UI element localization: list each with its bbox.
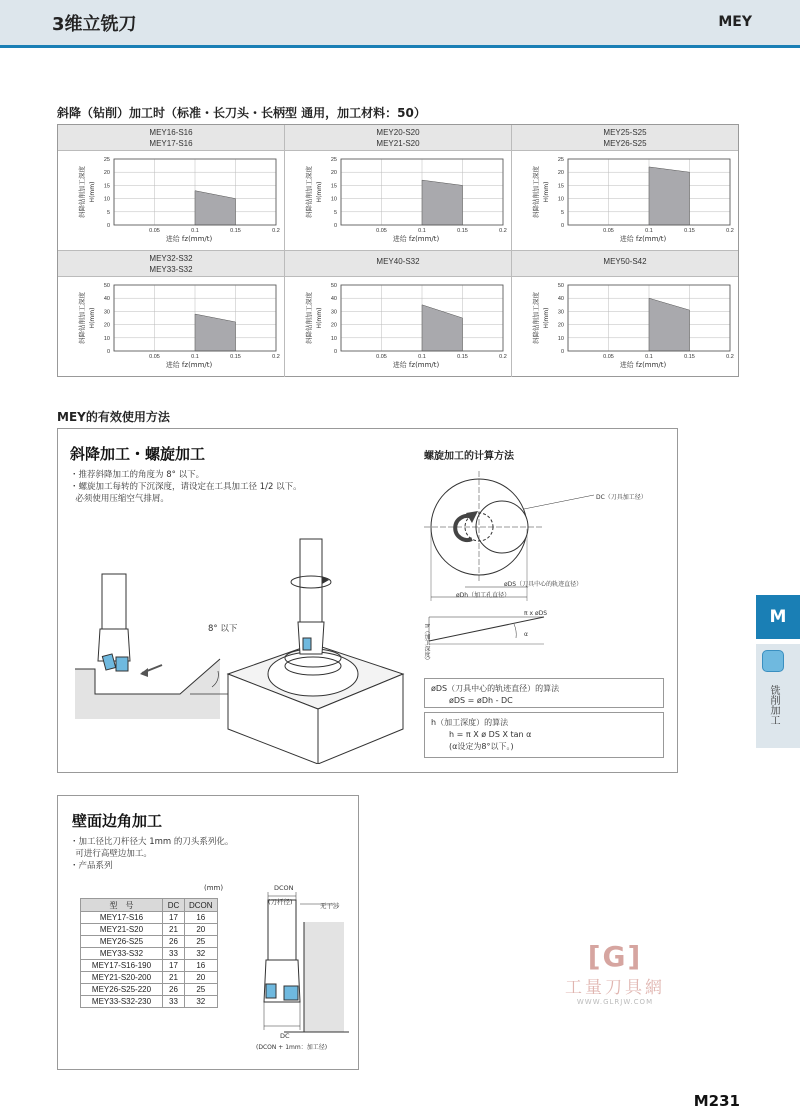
calc-dh-label: øDh（加工孔直径） [456,592,511,599]
y-tick-label: 0 [560,223,564,229]
watermark [540,940,690,1006]
y-axis-label: 斜降钻削加工深度 [78,166,86,218]
formula-h-eq: h = π X ø DS X tan α [449,730,532,739]
wall-corner-title: 壁面边角加工 [72,812,163,830]
page-header [0,0,800,48]
y-axis-unit: H(mm) [89,181,96,203]
table-row [81,912,218,924]
y-tick-label: 10 [557,196,564,203]
cell-dc: 17 [163,960,185,972]
chart-plot [58,151,285,251]
table-row [81,984,218,996]
table-row [81,972,218,984]
chart-plot [285,151,512,251]
y-tick-label: 0 [333,349,337,355]
depth-area [422,180,463,225]
wall-illustration [254,892,354,1042]
cell-dcon: 25 [185,936,218,948]
y-axis-label: 斜降钻削加工深度 [532,292,540,344]
ramp-helical-title: 斜降加工・螺旋加工 [70,445,206,463]
table-row [81,924,218,936]
ramp-bullet: ・推荐斜降加工的角度为 8° 以下。 [70,470,205,480]
calc-alpha-label: α [524,631,528,638]
formula-dds-title: øDS（刀具中心的轨迹直径）的算法 [431,684,560,693]
ramp-bullet: ・螺旋加工每转的下沉深度，请设定在工具加工径 1/2 以下。 [70,482,302,492]
y-axis-label: 斜降钻削加工深度 [78,292,86,344]
x-tick-label: 0.15 [230,354,241,360]
x-tick-label: 0.15 [230,228,241,234]
ramping-chart [512,125,738,251]
y-axis-unit: H(mm) [316,307,323,329]
ramping-chart [58,125,285,251]
depth-area [649,167,690,225]
y-tick-label: 10 [103,335,110,342]
page-title: 3维立铣刀 [52,14,137,35]
x-tick-label: 0.1 [191,228,199,234]
chart-title: MEY32-S32 MEY33-S32 [58,251,284,277]
ramp-bullets [70,469,400,505]
section-tab-m[interactable]: M [756,595,800,639]
x-tick-label: 0.2 [499,354,507,360]
wall-bullet: ・产品系列 [70,861,113,871]
chart-title: MEY50-S42 [512,251,738,277]
y-tick-label: 20 [103,170,110,177]
cell-dc: 26 [163,984,185,996]
chart-title: MEY40-S32 [285,251,511,277]
y-tick-label: 50 [557,283,564,289]
ramping-chart [58,251,285,377]
cell-model: MEY17-S16-190 [81,960,163,972]
ramping-chart [512,251,738,377]
y-tick-label: 20 [330,170,337,177]
cell-dcon: 25 [185,984,218,996]
x-tick-label: 0.2 [272,354,280,360]
calc-dds-label: øDS（刀具中心的轨迹直径） [504,581,583,588]
x-axis-label: 进给 fz(mm/t) [619,235,667,243]
chart-plot [512,277,739,377]
cell-dc: 26 [163,936,185,948]
product-table [80,898,218,1008]
cell-dcon: 32 [185,948,218,960]
y-tick-label: 40 [103,296,110,303]
ramping-section-title: 斜降（钻削）加工时（标准・长刀头・长柄型 通用，加工材料：50） [57,106,426,120]
y-tick-label: 0 [560,349,564,355]
y-axis-label: 斜降钻削加工深度 [532,166,540,218]
y-tick-label: 10 [103,196,110,203]
col-model: 型 号 [81,899,163,912]
x-tick-label: 0.15 [457,228,468,234]
chart-plot [285,277,512,377]
wall-dc-note: (DCON + 1mm：加工径) [256,1044,328,1051]
page-number: M231 [693,1092,740,1110]
cell-model: MEY21-S20-200 [81,972,163,984]
y-tick-label: 30 [557,309,564,316]
cell-dcon: 16 [185,912,218,924]
formula-dds-eq: øDS = øDh - DC [449,696,513,705]
formula-h-note: (α设定为8°以下。) [449,742,514,751]
x-tick-label: 0.1 [645,228,653,234]
calc-h-label: h（加工深度） [423,624,430,664]
formula-dds-box [424,678,664,708]
x-tick-label: 0.1 [645,354,653,360]
cell-dc: 17 [163,912,185,924]
watermark-name: 工量刀具網 [565,978,665,998]
x-tick-label: 0.05 [149,228,160,234]
col-dc: DC [163,899,185,912]
x-tick-label: 0.2 [499,228,507,234]
wall-bullet: ・加工径比刀杆径大 1mm 的刀头系列化。 [70,837,234,847]
y-axis-label: 斜降钻削加工深度 [305,292,313,344]
y-tick-label: 25 [103,157,110,163]
col-dcon: DCON [185,899,218,912]
chart-title: MEY20-S20 MEY21-S20 [285,125,511,151]
y-axis-label: 斜降钻削加工深度 [305,166,313,218]
cell-model: MEY26-S25-220 [81,984,163,996]
y-tick-label: 15 [557,183,564,190]
x-axis-label: 进给 fz(mm/t) [619,361,667,369]
chart-title: MEY25-S25 MEY26-S25 [512,125,738,151]
cell-model: MEY26-S25 [81,936,163,948]
x-axis-label: 进给 fz(mm/t) [165,235,213,243]
formula-h-box [424,712,664,758]
x-tick-label: 0.2 [272,228,280,234]
y-tick-label: 50 [330,283,337,289]
side-tab-label: 铣削加工 [768,685,779,725]
x-tick-label: 0.15 [457,354,468,360]
x-tick-label: 0.05 [376,354,387,360]
ramping-chart [285,251,512,377]
ramp-angle-label: 8° 以下 [208,624,238,634]
y-tick-label: 40 [557,296,564,303]
table-row [81,936,218,948]
y-tick-label: 0 [106,349,110,355]
chart-plot [512,151,739,251]
y-axis-unit: H(mm) [316,181,323,203]
cell-dc: 21 [163,972,185,984]
y-tick-label: 5 [333,209,337,216]
wall-bullet: 可进行高壁边加工。 [70,849,152,859]
ramp-helical-box [57,428,678,773]
wall-dcon-label: DCON [274,884,294,892]
x-tick-label: 0.2 [726,354,734,360]
y-tick-label: 0 [333,223,337,229]
x-tick-label: 0.05 [149,354,160,360]
wall-bullets [70,836,280,872]
cell-model: MEY33-S32 [81,948,163,960]
x-axis-label: 进给 fz(mm/t) [165,361,213,369]
y-tick-label: 20 [103,322,110,329]
y-tick-label: 10 [330,196,337,203]
y-axis-unit: H(mm) [89,307,96,329]
wall-shank-label: (刀杆径) [268,898,293,906]
x-tick-label: 0.1 [191,354,199,360]
y-axis-unit: H(mm) [543,307,550,329]
cell-dc: 21 [163,924,185,936]
ramping-chart-grid [57,124,739,377]
cell-dc: 33 [163,948,185,960]
y-tick-label: 50 [103,283,110,289]
x-tick-label: 0.05 [376,228,387,234]
y-tick-label: 40 [330,296,337,303]
ramping-chart [285,125,512,251]
calc-pi-label: π x øDS [524,610,548,617]
y-tick-label: 20 [557,170,564,177]
y-tick-label: 20 [557,322,564,329]
x-tick-label: 0.05 [603,228,614,234]
y-tick-label: 5 [560,209,564,216]
ramp-bullet: 必须使用压缩空气排屑。 [70,494,169,504]
cell-dcon: 20 [185,924,218,936]
cell-dc: 33 [163,996,185,1008]
x-tick-label: 0.1 [418,228,426,234]
y-tick-label: 25 [330,157,337,163]
chart-plot [58,277,285,377]
y-tick-label: 15 [103,183,110,190]
y-tick-label: 25 [557,157,564,163]
x-tick-label: 0.15 [684,354,695,360]
y-tick-label: 15 [330,183,337,190]
table-row [81,996,218,1008]
table-row [81,960,218,972]
cell-dcon: 32 [185,996,218,1008]
watermark-logo: [G] [587,940,643,973]
table-unit: (mm) [204,884,224,892]
y-axis-unit: H(mm) [543,181,550,203]
cell-model: MEY33-S32-230 [81,996,163,1008]
usage-section-title: MEY的有效使用方法 [57,410,170,424]
x-axis-label: 进给 fz(mm/t) [392,361,440,369]
product-table-header [81,899,218,912]
y-tick-label: 20 [330,322,337,329]
milling-icon [762,650,784,672]
cell-model: MEY17-S16 [81,912,163,924]
y-tick-label: 10 [330,335,337,342]
wall-dc-label: DC [280,1032,290,1040]
wall-nointerf-label: 无干涉 [320,902,340,910]
x-tick-label: 0.1 [418,354,426,360]
helical-calc-title: 螺旋加工的计算方法 [424,451,514,462]
cell-model: MEY21-S20 [81,924,163,936]
y-tick-label: 30 [103,309,110,316]
wall-corner-box [57,795,359,1070]
cell-dcon: 16 [185,960,218,972]
y-tick-label: 10 [557,335,564,342]
series-code: MEY [718,14,752,30]
y-tick-label: 30 [330,309,337,316]
x-tick-label: 0.05 [603,354,614,360]
calc-dc-label: DC（刀具加工径） [596,494,647,501]
y-tick-label: 0 [106,223,110,229]
x-axis-label: 进给 fz(mm/t) [392,235,440,243]
watermark-site: WWW.GLRJW.COM [576,998,654,1006]
formula-h-title: h（加工深度）的算法 [431,718,509,727]
cell-dcon: 20 [185,972,218,984]
table-row [81,948,218,960]
x-tick-label: 0.15 [684,228,695,234]
y-tick-label: 5 [106,209,110,216]
chart-title: MEY16-S16 MEY17-S16 [58,125,284,151]
helical-illustration [218,534,408,764]
x-tick-label: 0.2 [726,228,734,234]
